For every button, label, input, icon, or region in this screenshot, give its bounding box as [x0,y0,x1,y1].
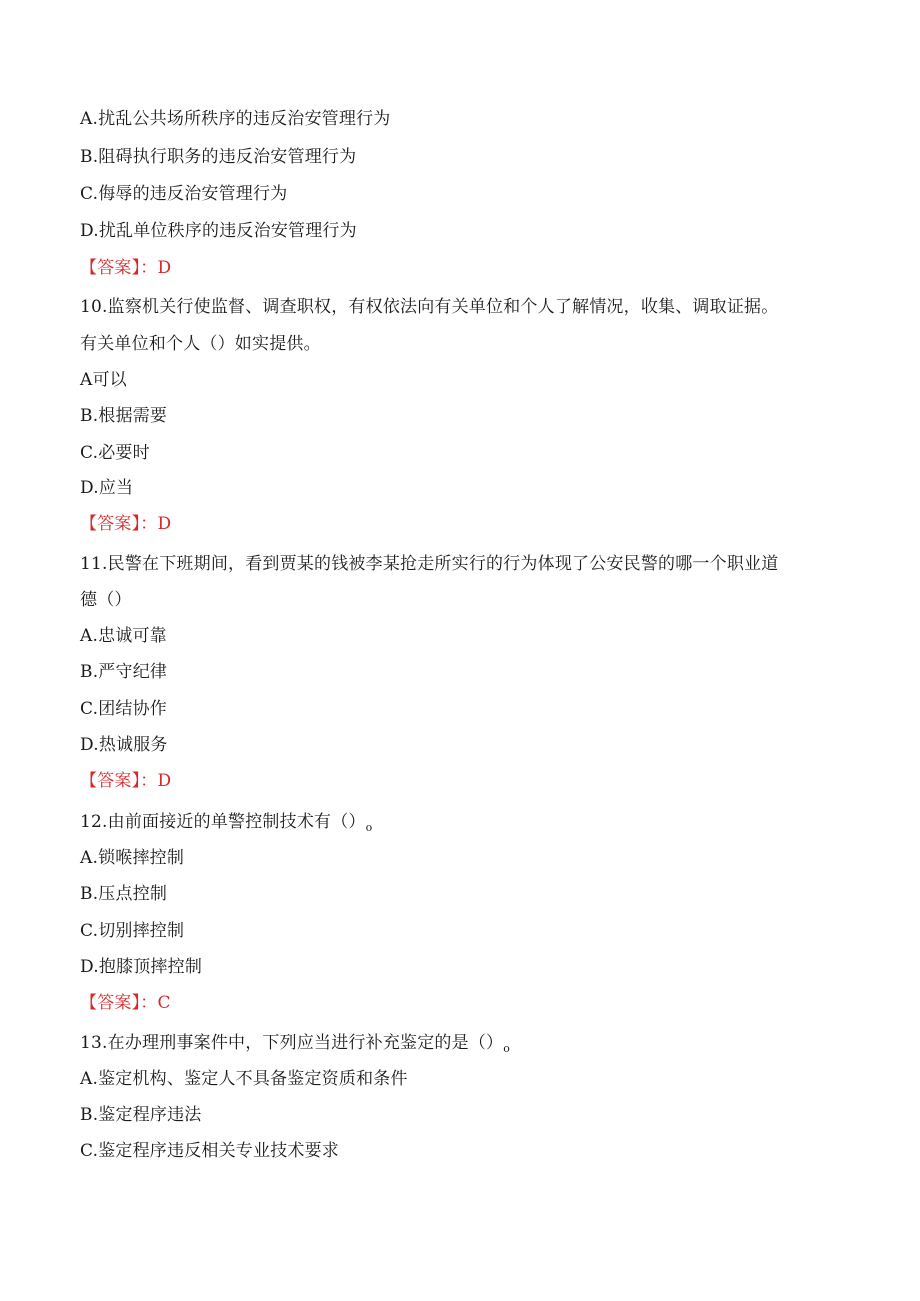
q13-option-b: B.鉴定程序违法 [80,1105,202,1125]
q12-stem [80,811,372,839]
q10-option-c: C.必要时 [80,443,150,463]
q10-option-b: B.根据需要 [80,406,168,426]
q11-answer: 【答案】：D [80,771,172,791]
q9-answer: 【答案】：D [80,258,172,278]
q11-stem-line2: 德（） [80,590,132,610]
q9-option-d: D.扰乱单位秩序的违反治安管理行为 [80,221,357,241]
q12-answer: 【答案】：C [80,993,171,1013]
q10-answer: 【答案】：D [80,514,172,534]
q11-option-b: B.严守纪律 [80,662,168,682]
q13-stem-tail: o [503,1042,511,1055]
q9-option-c: C.侮辱的违反治安管理行为 [80,184,288,204]
q9-option-a: A.扰乱公共场所秩序的违反治安管理行为 [80,109,391,129]
q12-option-c: C.切别摔控制 [80,921,185,941]
q11-option-d: D.热诚服务 [80,735,168,755]
q12-stem-tail: o [365,821,373,834]
q9-option-b: B.阻碍执行职务的违反治安管理行为 [80,147,357,167]
q12-option-d: D.抱膝顶摔控制 [80,957,203,977]
q13-stem [80,1032,510,1060]
q12-option-a: A.锁喉摔控制 [80,848,185,868]
q13-option-c: C.鉴定程序违反相关专业技术要求 [80,1141,340,1161]
q13-stem-text: 13.在办理刑事案件中，下列应当进行补充鉴定的是（） [80,1033,504,1053]
q10-option-d: D.应当 [80,478,134,498]
q12-stem-text: 12.由前面接近的单警控制技术有（） [80,812,366,832]
q10-stem-line1: 10.监察机关行使监督、调查职权，有权依法向有关单位和个人了解情况，收集、调取证据。 [80,297,779,317]
q10-option-a: A可以 [80,370,127,390]
q11-option-a: A.忠诚可靠 [80,626,167,646]
q11-option-c: C.团结协作 [80,699,168,719]
q11-stem-line1: 11.民警在下班期间，看到贾某的钱被李某抢走所实行的行为体现了公安民警的哪一个职业道 [80,554,779,574]
q13-option-a: A.鉴定机构、鉴定人不具备鉴定资质和条件 [80,1069,408,1089]
q10-stem-line2: 有关单位和个人（）如实提供。 [80,334,321,354]
q12-option-b: B.压点控制 [80,884,168,904]
